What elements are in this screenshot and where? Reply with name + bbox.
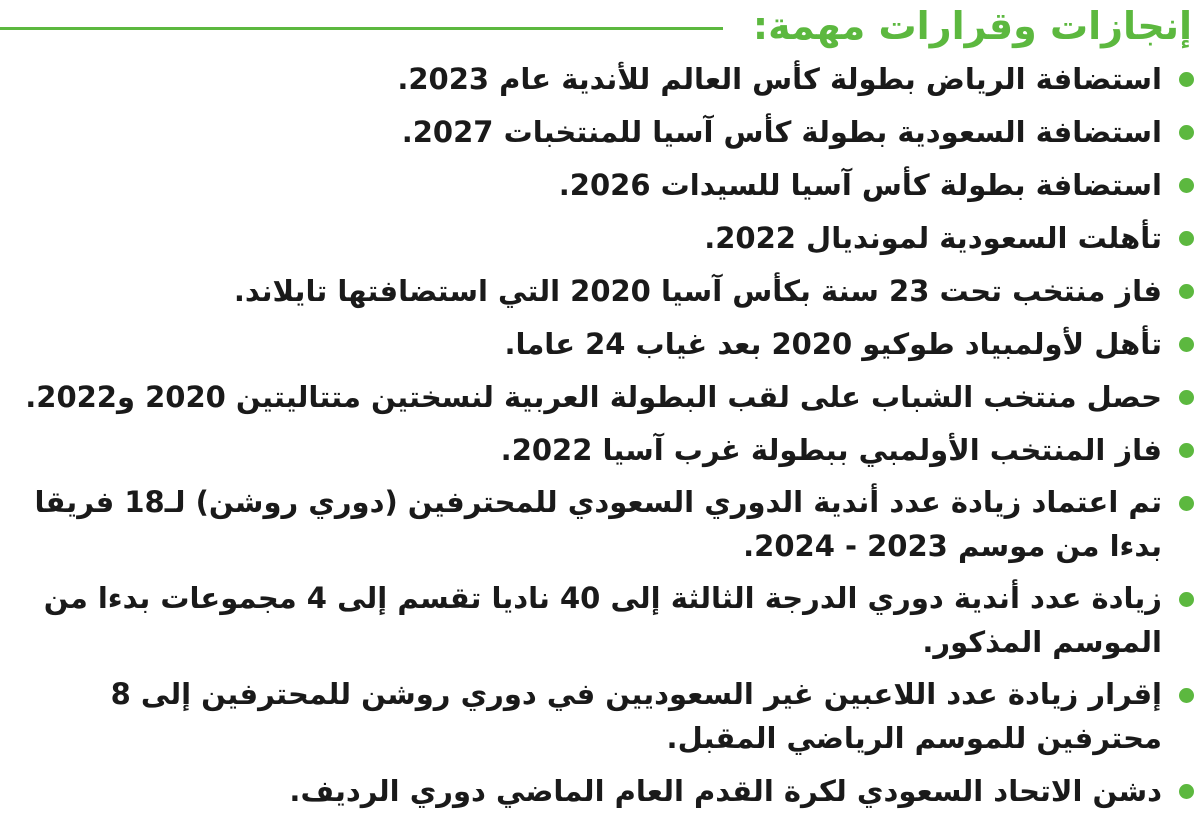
list-item-text: تأهلت السعودية لمونديال 2022.	[704, 221, 1162, 255]
section-heading	[0, 4, 1192, 48]
list-item-text: استضافة بطولة كأس آسيا للسيدات 2026.	[558, 168, 1162, 202]
list-item-text: استضافة الرياض بطولة كأس العالم للأندية عام 2023.	[397, 62, 1162, 96]
section-title: إنجازات وقرارات مهمة:	[752, 4, 1192, 48]
bullet-dot-icon	[1179, 72, 1194, 87]
bullet-dot-icon	[1179, 284, 1194, 299]
bullet-dot-icon	[1179, 337, 1194, 352]
bullet-dot-icon	[1179, 592, 1194, 607]
bullet-dot-icon	[1179, 688, 1194, 703]
list-item	[0, 374, 1200, 421]
bullet-dot-icon	[1179, 231, 1194, 246]
list-item	[0, 427, 1200, 474]
list-item-text: تأهل لأولمبياد طوكيو 2020 بعد غياب 24 عاما.	[504, 327, 1162, 361]
bullet-dot-icon	[1179, 443, 1194, 458]
bullet-dot-icon	[1179, 390, 1194, 405]
list-item-text: زيادة عدد أندية دوري الدرجة الثالثة إلى 40 ناديا تقسم إلى 4 مجموعات بدءا من الموسم المذكور.	[43, 581, 1162, 659]
list-item	[0, 268, 1200, 315]
list-item-text: حصل منتخب الشباب على لقب البطولة العربية لنسختين متتاليتين 2020 و2022.	[25, 380, 1162, 414]
bullet-dot-icon	[1179, 125, 1194, 140]
list-item-text: تم اعتماد زيادة عدد أندية الدوري السعودي للمحترفين (دوري روشن) لـ18 فريقا بدءا من موسم 2023 - 2024.	[34, 485, 1162, 563]
achievements-list	[0, 56, 1200, 821]
bullet-dot-icon	[1179, 496, 1194, 511]
list-item-text: فاز المنتخب الأولمبي ببطولة غرب آسيا 2022.	[500, 433, 1162, 467]
list-item-text: استضافة السعودية بطولة كأس آسيا للمنتخبات 2027.	[401, 115, 1162, 149]
list-item	[0, 215, 1200, 262]
list-item-text: إقرار زيادة عدد اللاعبين غير السعوديين في دوري روشن للمحترفين إلى 8 محترفين للموسم الرياضي المقبل.	[110, 677, 1162, 755]
list-item	[0, 162, 1200, 209]
heading-divider	[0, 27, 723, 30]
bullet-dot-icon	[1179, 784, 1194, 799]
list-item-text: فاز منتخب تحت 23 سنة بكأس آسيا 2020 التي استضافتها تايلاند.	[233, 274, 1162, 308]
list-item	[0, 480, 1200, 568]
list-item	[0, 321, 1200, 368]
list-item	[0, 109, 1200, 156]
list-item-text: دشن الاتحاد السعودي لكرة القدم العام الماضي دوري الرديف.	[289, 774, 1162, 808]
list-item	[0, 768, 1200, 815]
list-item	[0, 56, 1200, 103]
list-item	[0, 576, 1200, 664]
bullet-dot-icon	[1179, 178, 1194, 193]
list-item	[0, 672, 1200, 760]
